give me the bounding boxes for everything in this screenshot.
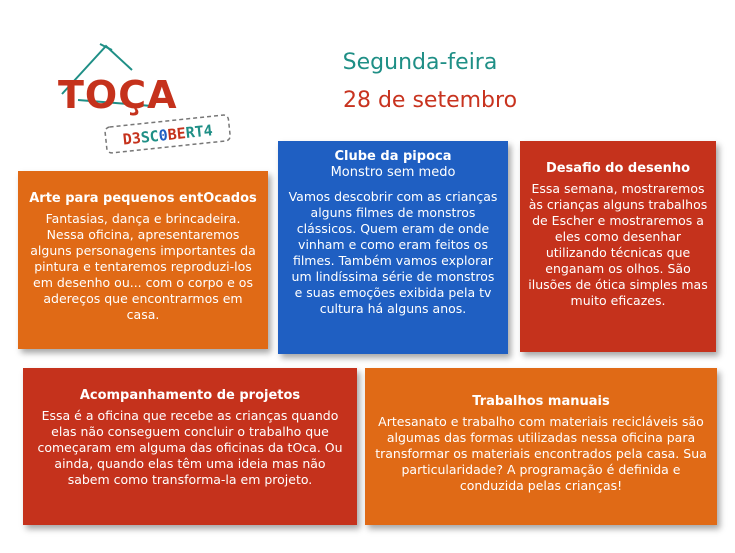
- card-trabalhos-manuais: [365, 368, 717, 525]
- card-clube-da-pipoca: [278, 141, 508, 354]
- card-body: Fantasias, dança e brincadeira. Nessa oficina, apresentaremos alguns personagens importantes da pintura e tentaremos reproduzi-los em desenho ou... com o corpo e os adereços que encontrarmos em casa.: [30, 211, 256, 322]
- card-body: Vamos descobrir com as crianças alguns filmes de monstros clássicos. Quem eram de onde vinham e como eram feitos os filmes. Também vamos explorar um lindíssima série de monstros e suas emoções exibida pela tv cultura há alguns anos.: [288, 189, 498, 316]
- card-title: Acompanhamento de projetos: [79, 388, 301, 403]
- svg-text:D3SC0BERT4: D3SC0BERT4: [121, 121, 214, 149]
- date-heading: 28 de setembro: [342, 88, 518, 113]
- card-title: Clube da pipoca: [334, 149, 452, 164]
- card-desafio-do-desenho: [520, 141, 716, 352]
- logo-wordmark: [58, 73, 178, 117]
- card-subtitle: Monstro sem medo: [330, 165, 456, 180]
- card-acompanhamento: [23, 368, 357, 525]
- card-title: Trabalhos manuais: [472, 394, 610, 409]
- card-arte: [18, 171, 268, 349]
- weekday-heading: Segunda-feira: [342, 50, 498, 75]
- card-body: Artesanato e trabalho com materiais recicláveis são algumas das formas utilizadas nessa oficina para transformar os materiais encontrados pela casa. Sua particularidade? A programação é definida e conduzida pelas crianças!: [375, 414, 707, 493]
- card-title: Desafio do desenho: [545, 161, 691, 176]
- card-body: Essa é a oficina que recebe as crianças quando elas não conseguem concluir o trabalho que começaram em alguma das oficinas da tOca. Ou ainda, quando elas têm uma ideia mas não sabem como transforma-la em projeto.: [37, 408, 343, 487]
- toca-descoberta-logo: [48, 42, 248, 162]
- card-body: Essa semana, mostraremos às crianças alguns trabalhos de Escher e mostraremos a eles como desenhar utilizando técnicas que enganam os olhos. São ilusões de ótica simples mas muito eficazes.: [528, 181, 708, 308]
- svg-text:TOÇA: TOÇA: [58, 73, 178, 117]
- card-title: Arte para pequenos entOcados: [29, 191, 257, 206]
- logo-graphic: [48, 42, 248, 162]
